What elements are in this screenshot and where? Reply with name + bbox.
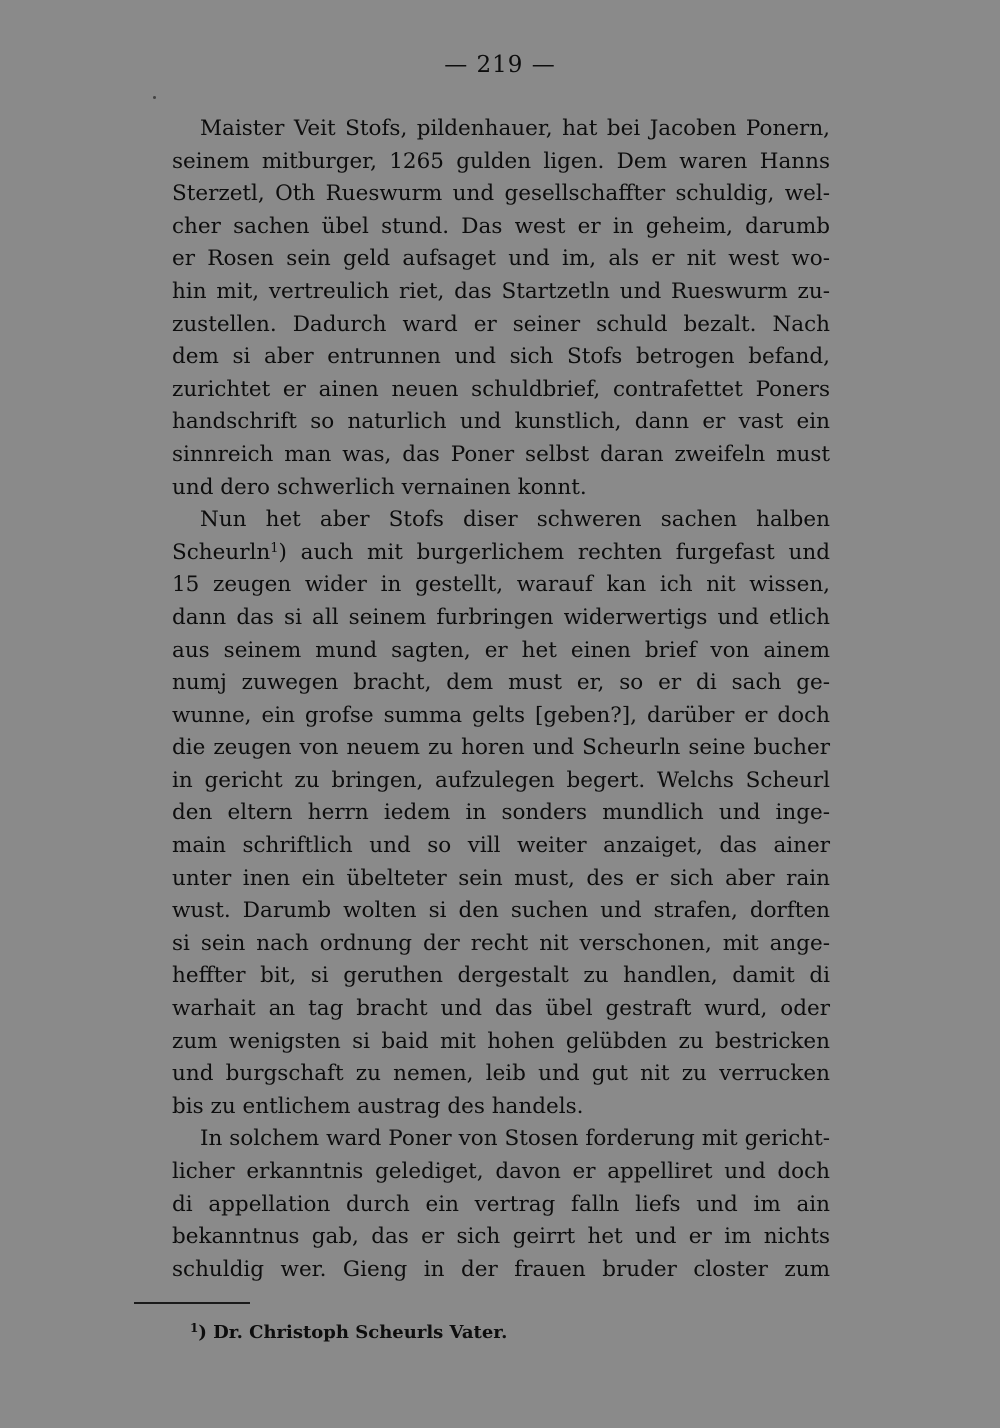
text-line: unter inen ein übelteter sein must, des er sich aber rain — [172, 865, 830, 891]
text-line: hin mit, vertreulich riet, das Startzetln und Rueswurm zu- — [172, 278, 830, 304]
text-line: cher sachen übel stund. Das west er in geheim, darumb — [172, 213, 830, 239]
text-line: zustellen. Dadurch ward er seiner schuld bezalt. Nach — [172, 311, 830, 337]
text-line: handschrift so naturlich und kunstlich, dann er vast ein — [172, 409, 830, 435]
text-line: Nun het aber Stofs diser schweren sachen halben — [200, 507, 830, 533]
text-line: sinnreich man was, das Poner selbst daran zweifeln must — [172, 441, 830, 467]
text-line: bis zu entlichem austrag des handels. — [172, 1093, 584, 1119]
text-line: wunne, ein grofse summa gelts [geben?], darüber er doch — [172, 702, 830, 728]
text-line: dann das si all seinem furbringen widerwertigs und etlich — [172, 604, 830, 630]
text-line: aus seinem mund sagten, er het einen brief von ainem — [172, 637, 830, 663]
text-line: warhait an tag bracht und das übel gestraft wurd, oder — [172, 996, 830, 1022]
text-line: er Rosen sein geld aufsaget und im, als er nit west wo- — [172, 246, 830, 272]
body-text — [172, 113, 830, 1286]
text-line: bekanntnus gab, das er sich geirrt het und er im nichts — [172, 1224, 830, 1250]
text-line: numj zuwegen bracht, dem must er, so er di sach ge- — [172, 670, 830, 696]
text-line: Sterzetl, Oth Rueswurm und gesellschaffter schuldig, wel- — [172, 181, 830, 207]
footnote-rule — [134, 1302, 250, 1304]
text-line: und burgschaft zu nemen, leib und gut nit zu verrucken — [172, 1061, 830, 1087]
page-number: — 219 — — [444, 52, 556, 78]
text-line-after-footnote: ) auch mit burgerlichem rechten furgefast und — [278, 539, 830, 565]
footnote — [190, 1322, 507, 1344]
text-line: zum wenigsten si baid mit hohen gelübden zu bestricken — [172, 1028, 830, 1054]
text-line: den eltern herrn iedem in sonders mundlich und inge- — [172, 800, 830, 826]
text-line-before-footnote: Scheurln — [172, 539, 271, 565]
text-line: schuldig wer. Gieng in der frauen bruder closter zum — [172, 1256, 830, 1282]
text-line: In solchem ward Poner von Stosen forderung mit gericht- — [200, 1126, 830, 1152]
text-line: dem si aber entrunnen und sich Stofs betrogen befand, — [172, 344, 830, 370]
text-line: main schriftlich und so vill weiter anzaiget, das ainer — [172, 833, 830, 859]
text-line — [172, 537, 830, 570]
footnote-reference: 1 — [270, 540, 279, 556]
footnote-text: ) Dr. Christoph Scheurls Vater. — [198, 1322, 508, 1343]
text-line: di appellation durch ein vertrag falln liefs und im ain — [172, 1191, 830, 1217]
footnote-marker: 1 — [190, 1321, 199, 1335]
text-line: licher erkanntnis gelediget, davon er appelliret und doch — [172, 1159, 830, 1184]
text-line: die zeugen von neuem zu horen und Scheurln seine bucher — [172, 735, 830, 761]
text-line: zurichtet er ainen neuen schuldbrief, contrafettet Poners — [172, 376, 830, 402]
text-line: in gericht zu bringen, aufzulegen begert. Welchs Scheurl — [172, 767, 830, 793]
scan-speck — [153, 96, 156, 99]
text-line: seinem mitburger, 1265 gulden ligen. Dem waren Hanns — [172, 148, 830, 174]
text-line: 15 zeugen wider in gestellt, warauf kan ich nit wissen, — [172, 572, 830, 598]
text-line: Maister Veit Stofs, pildenhauer, hat bei Jacoben Ponern, — [200, 116, 830, 141]
text-line: si sein nach ordnung der recht nit verschonen, mit ange- — [172, 930, 830, 956]
text-line: heffter bit, si geruthen dergestalt zu handlen, damit di — [172, 963, 830, 989]
text-line: wust. Darumb wolten si den suchen und strafen, dorften — [172, 898, 830, 924]
text-line: und dero schwerlich vernainen konnt. — [172, 474, 587, 500]
